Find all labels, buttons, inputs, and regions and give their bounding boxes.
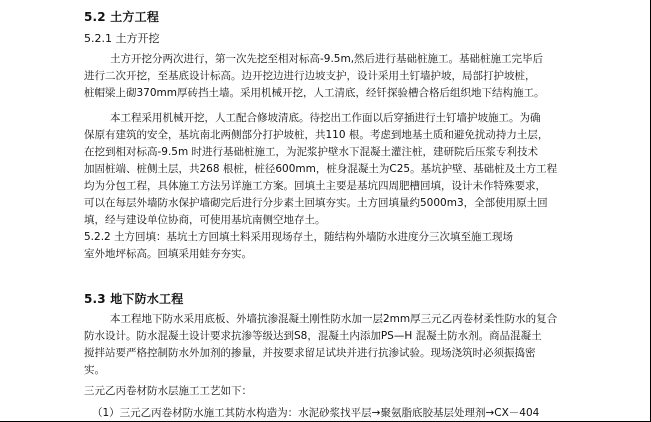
text-line: 搅拌站要严格控制防水外加剂的掺量，并按要求留足试块并进行抗渗试验。现场浇筑时必须振捣密 xyxy=(84,347,536,359)
paragraph-epdm-construction xyxy=(84,405,644,422)
text-line: 保原有建筑的安全，基坑南北两侧部分打护坡桩，共110 根。考虑到地基土质和避免扰动持力土层， xyxy=(84,129,549,141)
text-line: 防水设计。防水混凝土设计要求抗渗等级达到S8，混凝土内添加PS—H 混凝土防水剂。商品混凝土 xyxy=(84,330,542,342)
text-line: 5.2.2 土方回填：基坑土方回填土料采用现场存土，随结构外墙防水进度分三次填至施工现场 xyxy=(84,231,514,243)
text-line: 加固桩端、桩侧土层，共268 根桩，桩径600mm，桩身混凝土为C25。基坑护壁、基础桩及土方工程 xyxy=(84,163,558,175)
paragraph-excavation-method xyxy=(84,110,606,229)
paragraph-waterproofing-design xyxy=(84,311,606,379)
text-line: （1）三元乙丙卷材防水施工其防水构造为：水泥砂浆找平层→聚氨脂底胶基层处理剂→CX－404 xyxy=(92,407,540,419)
text-line: 进行二次开挖，至基底设计标高。边开挖边进行边坡支护，设计采用土钉墙护坡，局部打护坡桩， xyxy=(84,70,536,82)
paragraph-backfill xyxy=(84,229,606,263)
text-line: 实。 xyxy=(84,364,105,376)
text-line: 本工程地下防水采用底板、外墙抗渗混凝土刚性防水加一层2mm厚三元乙丙卷材柔性防水的复合 xyxy=(110,313,558,325)
text-line: 三元乙丙卷材防水层施工工艺如下： xyxy=(84,385,252,397)
text-line: 土方开挖分两次进行，第一次先挖至相对标高-9.5m,然后进行基础桩施工。基础桩施工完毕后 xyxy=(110,53,544,65)
text-line: 室外地坪标高。回填采用蛙夯夯实。 xyxy=(84,248,252,260)
text-line: 本工程采用机械开挖，人工配合修坡清底。待挖出工作面以后穿插进行土钉墙护坡施工。为确 xyxy=(110,112,541,124)
paragraph-excavation-overview xyxy=(84,51,606,102)
subsection-heading-5-2-1: 5.2.1 土方开挖 xyxy=(84,32,160,45)
text-line: 均为分包工程，具体施工方法另详施工方案。回填土主要是基坑四周肥槽回填，设计未作特殊要求， xyxy=(84,180,546,192)
paragraph-epdm-process-intro xyxy=(84,383,606,400)
section-heading-5-3: 5.3 地下防水工程 xyxy=(84,292,184,306)
section-heading-5-2: 5.2 土方工程 xyxy=(84,10,160,24)
text-line: 在挖到相对标高-9.5m 时进行基础桩施工，为泥浆护壁水下混凝土灌注桩，建研院后压浆专利技术 xyxy=(84,146,539,158)
text-line: 可以在每层外墙防水保护墙砌完后进行分步素土回填夯实。土方回填量约5000m3，全部使用原土回 xyxy=(84,197,548,209)
text-line: 填，经与建设单位协商，可使用基坑南侧空地存土。 xyxy=(84,214,326,226)
text-line: 桩帽梁上砌370mm厚砖挡土墙。采用机械开挖，人工清底，经钎探验槽合格后组织地下结构施工。 xyxy=(84,87,545,99)
